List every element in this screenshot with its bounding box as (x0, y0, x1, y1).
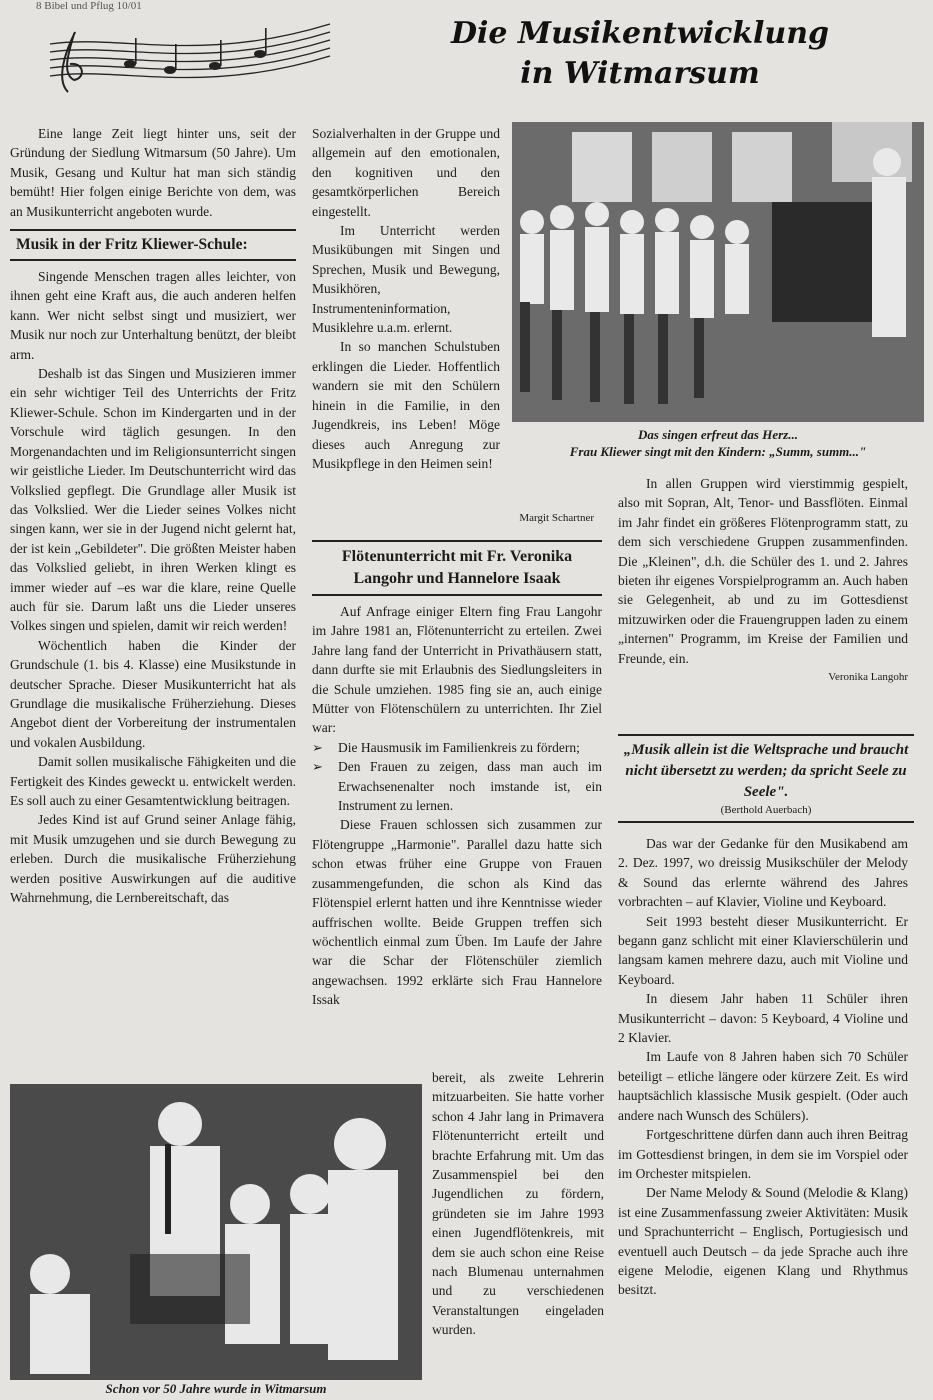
bullet-text: Den Frauen zu zeigen, dass man auch im Erwachsenenalter noch imstande ist, ein Instrument zu lernen. (338, 759, 602, 814)
intro-paragraph: Eine lange Zeit liegt hinter uns, seit der Gründung der Siedlung Witmarsum (50 Jahre). Um Musik, Gesang und Kultur hat man sich ständig bemüht! Hier folgen einige Berichte von dem, was an Musikunterricht angeboten wurde. (10, 126, 296, 219)
paragraph: Singende Menschen tragen alles leichter, von ihnen geht eine Kraft aus, die auch anderen helfen kann. Wer nicht selbst singt und musiziert, wer Musik nur noch zur Unterhaltung benützt, der bleibt arm. (10, 269, 296, 362)
column-middle-top (312, 124, 500, 473)
arrow-bullet-icon: ➢ (312, 739, 323, 755)
paragraph: Wöchentlich haben die Kinder der Grundschule (1. bis 4. Klasse) eine Musikstunde in deutscher Sprache. Dieser Musikunterricht hat als Grundlage die musikalische Früherziehung. Dieses Angebot dient der Vorbereitung der instrumentalen und vokalen Ausbildung. (10, 637, 296, 750)
column-middle-flute (312, 532, 602, 1010)
column-left (10, 124, 296, 907)
bullet-item (312, 738, 602, 757)
paragraph: Das war der Gedanke für den Musikabend am 2. Dez. 1997, wo dreissig Musikschüler der Melody & Sound das erlernte während des Jahres vorbrachten – auf Klavier, Violine und Keyboard. (618, 836, 908, 910)
paragraph: In diesem Jahr haben 11 Schüler ihren Musikunterricht – davon: 5 Keyboard, 4 Violine und 2 Klavier. (618, 991, 908, 1046)
column-right-melody (618, 834, 908, 1300)
caption-line-2: Frau Kliewer singt mit den Kindern: „Summ, summ..." (569, 444, 867, 459)
author-schartner: Margit Schartner (519, 512, 594, 524)
title-line-2: in Witmarsum (520, 56, 760, 91)
paragraph: Jedes Kind ist auf Grund seiner Anlage fähig, mit Musik umzugehen und sie durch Bewegung zu erleben. Durch die musikalische Früherziehung werden positive Auswirkungen auf die auditive Wahrnehmung, die Lernbereitschaft, das (10, 812, 296, 906)
quote-text: „Musik allein ist die Weltsprache und braucht nicht übersetzt zu werden; da spricht Seele zu Seele". (623, 742, 909, 800)
article-title (380, 14, 900, 94)
section-heading-flute: Flötenunterricht mit Fr. Veronika Langohr und Hannelore Isaak (312, 540, 602, 596)
bullet-text: Die Hausmusik im Familienkreis zu fördern; (338, 739, 580, 755)
photo-caption-flute: Schon vor 50 Jahre wurde in Witmarsum (105, 1381, 327, 1396)
photo-flute-group (10, 1084, 422, 1380)
column-middle-bottom (432, 1068, 604, 1340)
paragraph: Fortgeschrittene dürfen dann auch ihren Beitrag im Gottesdienst bringen, in dem sie im Vorspiel oder im Orchester mitspielen. (618, 1127, 908, 1181)
caption-line-1: Das singen erfreut das Herz... (638, 427, 798, 442)
paragraph: In allen Gruppen wird vierstimmig gespielt, also mit Sopran, Alt, Tenor- und Bassflöten. Einmal im Jahr findet ein größeres Flötenprogramm statt, zu dem sich verschiedene Gruppen zusammenfinden. Die „Kleinen", d.h. die Schüler des 1. und 2. Jahres bieten ihr eigenes Vorspielprogramm an. Auch haben sie Gelegenheit, ab und zu im Gottesdienst mitzuwirken oder die Frauengruppen laden zu einem „internen" Programm, im Kreise der Familien und Freunde, ein. (618, 476, 908, 666)
paragraph: Diese Frauen schlossen sich zusammen zur Flötengruppe „Harmonie". Parallel dazu hatte sich schon etwas früher eine Gruppe von Frauen zusammengefunden, die schon als Kind das Flötenspiel erlernt hatten und ihre Kenntnisse wieder auffrischen wollte. Beide Gruppen treffen sich wöchentlich einmal zum Üben. Im Laufe der Jahre war die Schar der Flötenschüler ziemlich angewachsen. 1992 erklärte sich Frau Hannelore Issak (312, 817, 602, 1008)
column-right-flute (618, 474, 908, 684)
paragraph: Auf Anfrage einiger Eltern fing Frau Langohr im Jahre 1981 an, Flötenunterricht zu erteilen. Zwei Jahre lang fand der Unterricht in Privathäusern statt, dann durfte sie mit Erlaubnis des Siedlungsleiters in die Schule umziehen. 1985 fing sie an, auch einige Mütter von Flötenschülern zu unterrichten. Ihr Ziel war: (312, 604, 602, 736)
arrow-bullet-icon: ➢ (312, 759, 323, 775)
quote-author: (Berthold Auerbach) (720, 804, 812, 816)
paragraph: Sozialverhalten in der Gruppe und allgemein auf den emotionalen, den kognitiven und den gesamtkörperlichen Bereich eingestellt. (312, 126, 500, 219)
paragraph: bereit, als zweite Lehrerin mitzuarbeiten. Sie hatte vorher schon 4 Jahr lang in Primavera Flötenunterricht erteilt und brachte Erfahrung mit. Um das Zusammenspiel bei den Jugendlichen zu fördern, gründeten sie im Jahre 1993 einen Jugendflötenkreis, mit dem sie auch schon eine Reise nach Blumenau unternahmen und zu verschiedenen Veranstaltungen eingeladen wurden. (432, 1070, 604, 1338)
paragraph: Seit 1993 besteht dieser Musikunterricht. Er begann ganz schlicht mit einer Klavierschülerin und langsam kamen mehrere dazu, auch mit Violine und Keyboard. (618, 913, 908, 987)
photo-caption-choir (512, 426, 924, 460)
paragraph: Der Name Melody & Sound (Melodie & Klang) ist eine Zusammenfassung zweier Aktivitäten: Musik und Sprachunterricht – Englisch, Portugiesisch und eventuell auch Deutsch – da jede Sprache auch ihre eigene Melodie, eigenen Klang und Rhythmus besitzt. (618, 1185, 908, 1298)
title-line-1: Die Musikentwicklung (450, 16, 830, 51)
music-notes-illustration (40, 14, 340, 104)
quote-box (618, 734, 914, 823)
author-langohr: Veronika Langohr (828, 671, 908, 684)
photo-choir (512, 122, 924, 422)
paragraph: Im Unterricht werden Musikübungen mit Singen und Sprechen, Musik und Bewegung, Musikhören, Instrumenteninformation, Musiklehre u.a.m. erlernt. (312, 223, 500, 336)
paragraph: Damit sollen musikalische Fähigkeiten und die Fertigkeit des Kindes geweckt u. entwickelt werden. Es soll auch zu einer Gesamtentwicklung beitragen. (10, 754, 296, 808)
paragraph: Im Laufe von 8 Jahren haben sich 70 Schüler beteiligt – etliche längere oder kürzere Zeit. Es wird hauptsächlich klassische Musik gespielt. (Oder auch andere nach Wunsch des Schülers). (618, 1049, 908, 1123)
bullet-item (312, 757, 602, 815)
running-header: 8 Bibel und Pflug 10/01 (36, 0, 142, 12)
paragraph: Deshalb ist das Singen und Musizieren immer ein sehr wichtiger Teil des Unterrichts der Fritz Kliewer-Schule. Schon im Kindergarten und in der Vorschule wird täglich gesungen. In den Morgenandachten und im Religionsunterricht singen wir geistliche Lieder. Im Deutschunterricht wird das Volkslied gepflegt. Die Grundlage aller Musik ist das Volkslied. Wer die Lieder seines Volkes nicht singen kann, wer sie in der Jugend nicht gelernt hat, der ist kein „Gebildeter". Die größten Meister haben das Volkslied geliebt, in ihren Werken klingt es immer wieder auf –es war die klare, reine Quelle auch für sie. Darum laßt uns die Lieder unseres Volkes singen und spielen, damit wir reich werden! (10, 366, 296, 634)
paragraph: In so manchen Schulstuben erklingen die Lieder. Hoffentlich wandern sie mit den Schülern hinein in die Familie, in den Jugendkreis, ins Leben! Möge dieses auch Anregung zur Musikpflege in den Heimen sein! (312, 339, 500, 471)
section-heading-school: Musik in der Fritz Kliewer-Schule: (10, 229, 296, 261)
